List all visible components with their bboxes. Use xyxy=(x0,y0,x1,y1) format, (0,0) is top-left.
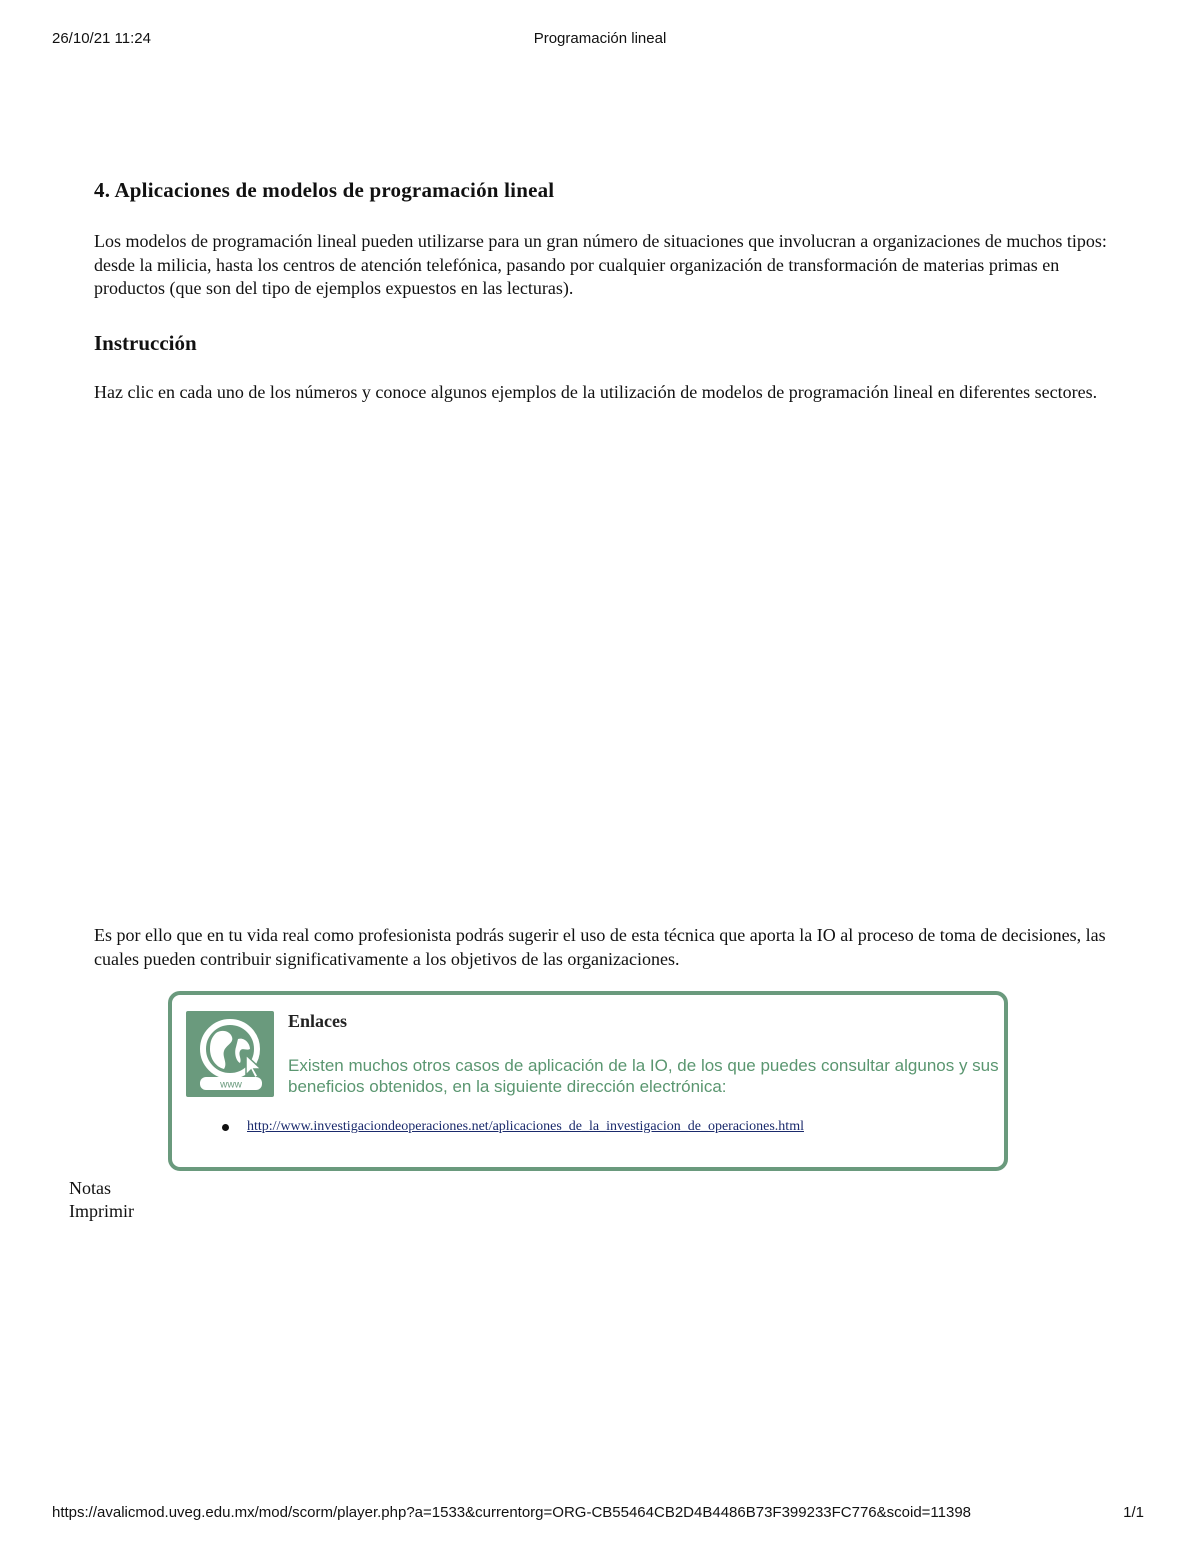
print-footer-url: https://avalicmod.uveg.edu.mx/mod/scorm/player.php?a=1533&currentorg=ORG-CB55464CB2D4B4486B73F399233FC776&scoid=11398 xyxy=(52,1504,972,1521)
print-header xyxy=(0,30,1200,50)
links-box-title: Enlaces xyxy=(288,1011,348,1031)
main-content xyxy=(94,176,1114,900)
print-title: Programación lineal xyxy=(533,30,667,47)
page-number: 1/1 xyxy=(1123,1504,1144,1521)
print-datetime: 26/10/21 11:24 xyxy=(52,30,151,47)
links-box-description: Existen muchos otros casos de aplicación de la IO, de los que puedes consultar algunos y sus beneficios obtenidos, en la siguiente dirección electrónica: xyxy=(288,1056,999,1096)
notes-link[interactable]: Notas xyxy=(69,1178,111,1198)
print-footer xyxy=(0,1504,1200,1524)
external-link[interactable]: http://www.investigaciondeoperaciones.net/aplicaciones_de_la_investigacion_de_operaciones.html xyxy=(247,1119,804,1134)
interactive-area xyxy=(94,404,1114,900)
print-link[interactable]: Imprimir xyxy=(69,1201,134,1221)
bullet-icon xyxy=(222,1124,229,1131)
svg-text:www: www xyxy=(220,1079,242,1091)
list-item xyxy=(222,1119,804,1135)
intro-paragraph: Los modelos de programación lineal pueden utilizarse para un gran número de situaciones que involucran a organizaciones de muchos tipos: desde la milicia, hasta los centros de atención telefónica, pasando por cualquier organización de transformación de materias primas en productos (que son del tipo de ejemplos expuestos en las lecturas). xyxy=(94,231,1107,298)
globe-www-icon xyxy=(186,1011,274,1097)
links-list xyxy=(222,1119,804,1135)
instruction-paragraph: Haz clic en cada uno de los números y conoce algunos ejemplos de la utilización de modelos de programación lineal en diferentes sectores. xyxy=(94,381,1098,402)
conclusion-paragraph: Es por ello que en tu vida real como profesionista podrás sugerir el uso de esta técnica que aporta la IO al proceso de toma de decisiones, las cuales pueden contribuir significativamente a los objetivos de las organizaciones. xyxy=(94,925,1106,969)
section-heading: 4. Aplicaciones de modelos de programación lineal xyxy=(94,178,555,202)
instruction-heading: Instrucción xyxy=(94,330,197,355)
links-box xyxy=(168,991,1008,1171)
